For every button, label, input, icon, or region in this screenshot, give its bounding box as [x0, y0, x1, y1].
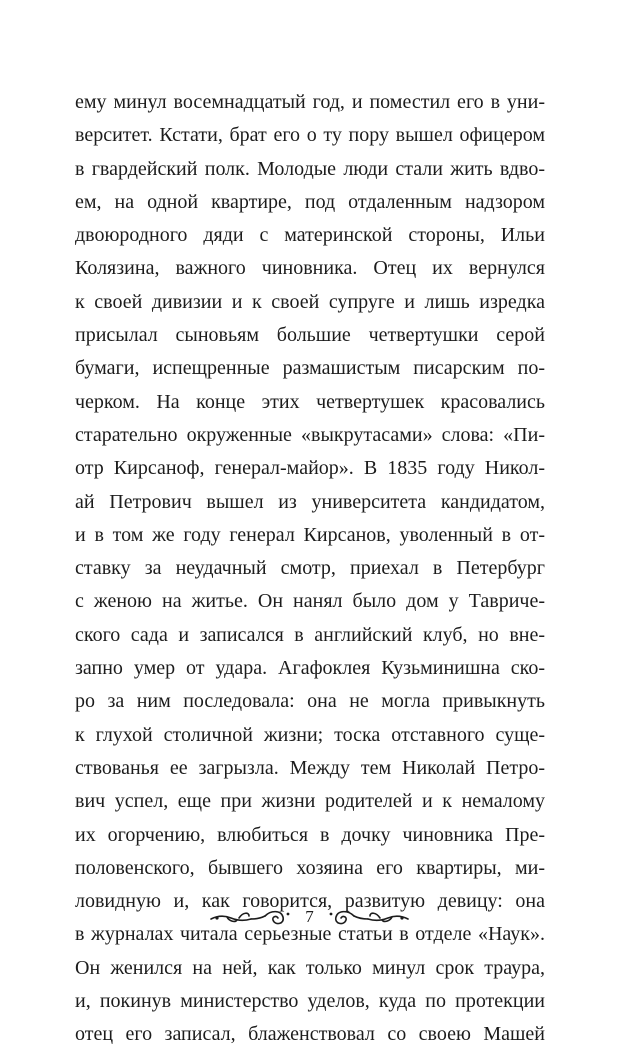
text-line: верситет. Кстати, брат его о ту пору вышел офицером [75, 124, 545, 147]
text-line: старательно окруженные «выкрутасами» слова: «Пи- [75, 423, 545, 446]
page-footer [0, 897, 619, 937]
text-line: ай Петрович вышел из университета кандидатом, [75, 490, 545, 513]
text-line: вич успел, еще при жизни родителей и к немалому [75, 790, 545, 813]
text-line: к своей дивизии и к своей супруге и лишь изредка [75, 290, 545, 313]
text-line: отец его записал, блаженствовал со своею Машей [75, 1023, 545, 1046]
text-line: присылал сыновьям большие четвертушки серой [75, 324, 545, 347]
text-line: черком. На конце этих четвертушек красовались [75, 390, 545, 413]
text-line: их огорчению, влюбиться в дочку чиновника Пре- [75, 823, 545, 846]
text-line: половенского, бывшего хозяина его квартиры, ми- [75, 856, 545, 879]
text-line: Колязина, важного чиновника. Отец их вернулся [75, 257, 545, 280]
text-line: отр Кирсаноф, генерал-майор». В 1835 году Никол- [75, 457, 545, 480]
page-number: 7 [305, 907, 314, 926]
text-line: ствованья ее загрызла. Между тем Николай Петро- [75, 756, 545, 779]
text-line: и, покинув министерство уделов, куда по протекции [75, 990, 545, 1013]
text-line: ему минул восемнадцатый год, и поместил его в уни- [75, 91, 545, 113]
text-line: запно умер от удара. Агафоклея Кузьминишна ско- [75, 657, 545, 680]
text-line: ем, на одной квартире, под отдаленным надзором [75, 190, 545, 213]
text-line: Он женился на ней, как только минул срок траура, [75, 956, 545, 979]
text-line: в гвардейский полк. Молодые люди стали жить вдво- [75, 157, 545, 180]
text-line: к глухой столичной жизни; тоска отставного суще- [75, 723, 545, 746]
text-line: ставку за неудачный смотр, приехал в Петербург [75, 557, 545, 580]
text-line: в журналах читала серьезные статьи в отделе «Наук». [75, 923, 545, 946]
text-line: и в том же году генерал Кирсанов, уволенный в от- [75, 523, 545, 546]
text-line: ро за ним последовала: она не могла привыкнуть [75, 690, 545, 713]
swirl-ornament-right-icon [326, 902, 410, 932]
text-line: ловидную и, как говорится, развитую девицу: она [75, 890, 545, 913]
text-line: с женою на житье. Он нанял было дом у Тавриче- [75, 590, 545, 613]
text-line: ского сада и записался в английский клуб, но вне- [75, 623, 545, 646]
text-line: бумаги, испещренные размашистым писарским по- [75, 357, 545, 380]
text-line: двоюродного дяди с материнской стороны, Ильи [75, 224, 545, 247]
swirl-ornament-left-icon [209, 902, 293, 932]
